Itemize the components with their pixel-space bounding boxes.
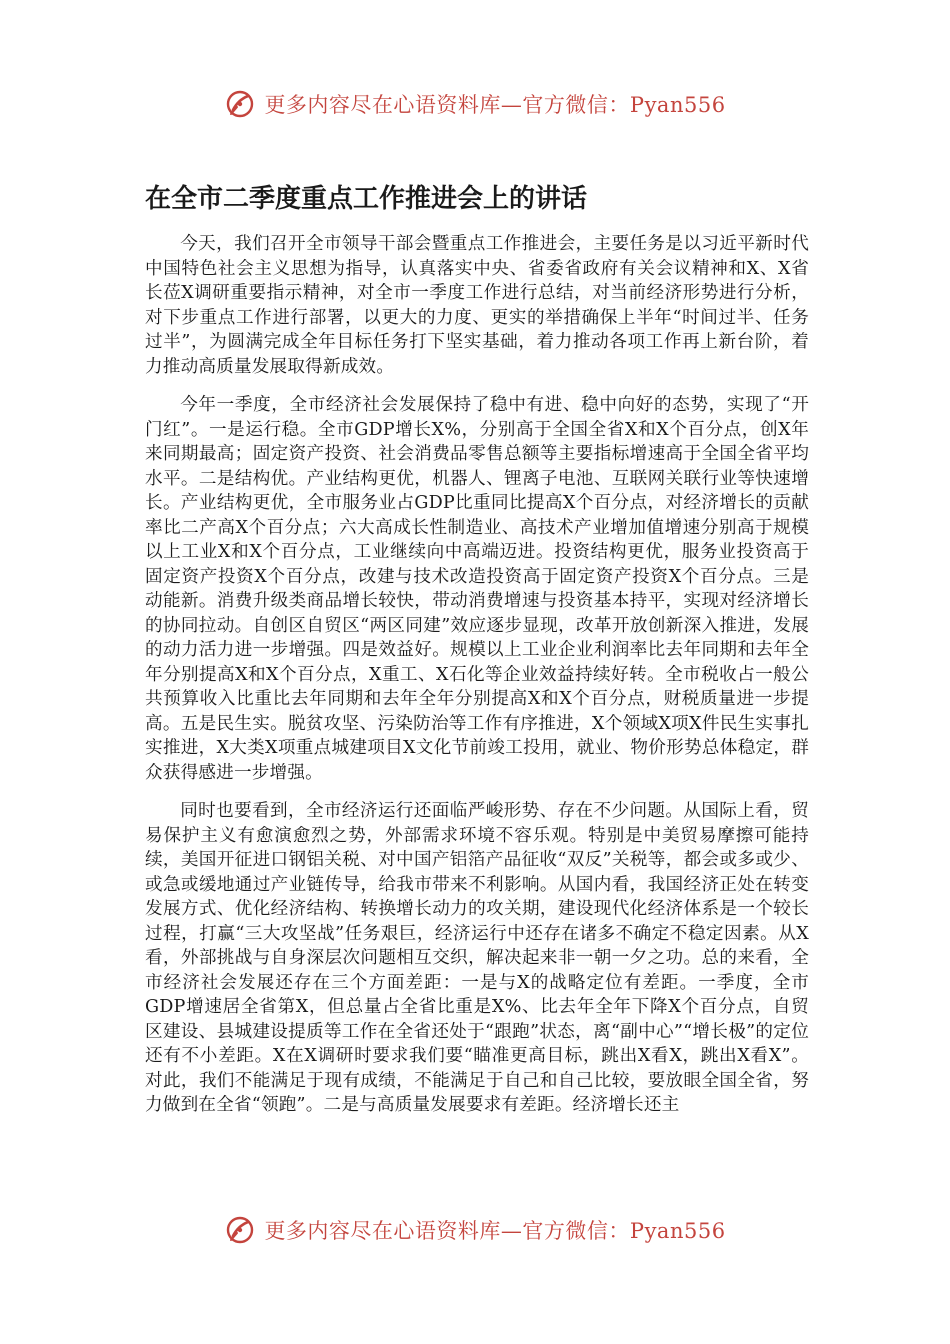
footer-watermark-banner — [0, 1210, 950, 1250]
pen-swirl-logo-icon — [224, 88, 256, 120]
paragraph-1: 今天，我们召开全市领导干部会暨重点工作推进会，主要任务是以习近平新时代中国特色社会主义思想为指导，认真落实中央、省委省政府有关会议精神和X、X省长莅X调研重要指示精神，对全市一季度工作进行总结，对当前经济形势进行分析，对下步重点工作进行部署，以更大的力度、更实的举措确保上半年“时间过半、任务过半”，为圆满完成全年目标任务打下坚实基础，着力推动各项工作再上新台阶，着力推动高质量发展取得新成效。 — [145, 234, 809, 377]
paragraph-2: 今年一季度，全市经济社会发展保持了稳中有进、稳中向好的态势，实现了“开门红”。一是运行稳。全市GDP增长X%，分别高于全国全省X和X个百分点，创X年来同期最高；固定资产投资、社会消费品零售总额等主要指标增速高于全国全省平均水平。二是结构优。产业结构更优，机器人、锂离子电池、互联网关联行业等快速增长。产业结构更优，全市服务业占GDP比重同比提高X个百分点，对经济增长的贡献率比二产高X个百分点；六大高成长性制造业、高技术产业增加值增速分别高于规模以上工业X和X个百分点，工业继续向中高端迈进。投资结构更优，服务业投资高于固定资产投资X个百分点，改建与技术改造投资高于固定资产投资X个百分点。三是动能新。消费升级类商品增长较快，带动消费增速与投资基本持平，实现对经济增长的协同拉动。自创区自贸区“两区同建”效应逐步显现，改革开放创新深入推进，发展的动力活力进一步增强。四是效益好。规模以上工业企业利润率比去年同期和去年全年分别提高X和X个百分点，X重工、X石化等企业效益持续好转。全市税收占一般公共预算收入比重比去年同期和去年全年分别提高X和X个百分点，财税质量进一步提高。五是民生实。脱贫攻坚、污染防治等工作有序推进，X个领域X项X件民生实事扎实推进，X大类X项重点城建项目X文化节前竣工投用，就业、物价形势总体稳定，群众获得感进一步增强。 — [145, 395, 809, 783]
pen-swirl-logo-icon — [224, 1214, 256, 1246]
document-body — [145, 232, 809, 1132]
watermark-text: 更多内容尽在心语资料库—官方微信：Pyan556 — [264, 93, 726, 117]
document-title: 在全市二季度重点工作推进会上的讲话 — [145, 184, 588, 214]
paragraph-3: 同时也要看到，全市经济运行还面临严峻形势、存在不少问题。从国际上看，贸易保护主义有愈演愈烈之势，外部需求环境不容乐观。特别是中美贸易摩擦可能持续，美国开征进口钢铝关税、对中国产铝箔产品征收“双反”关税等，都会或多或少、或急或缓地通过产业链传导，给我市带来不利影响。从国内看，我国经济正处在转变发展方式、优化经济结构、转换增长动力的攻关期，建设现代化经济体系是一个较长过程，打赢“三大攻坚战”任务艰巨，经济运行中还存在诸多不确定不稳定因素。从X看，外部挑战与自身深层次问题相互交织，解决起来非一朝一夕之功。总的来看，全市经济社会发展还存在三个方面差距：一是与X的战略定位有差距。一季度，全市GDP增速居全省第X，但总量占全省比重是X%、比去年全年下降X个百分点，自贸区建设、县城建设提质等工作在全省还处于“跟跑”状态，离“副中心”“增长极”的定位还有不小差距。X在X调研时要求我们要“瞄准更高目标，跳出X看X，跳出X看X”。对此，我们不能满足于现有成绩，不能满足于自己和自己比较，要放眼全国全省，努力做到在全省“领跑”。二是与高质量发展要求有差距。经济增长还主 — [145, 801, 809, 1115]
watermark-text: 更多内容尽在心语资料库—官方微信：Pyan556 — [264, 1219, 726, 1243]
header-watermark-banner — [0, 84, 950, 124]
